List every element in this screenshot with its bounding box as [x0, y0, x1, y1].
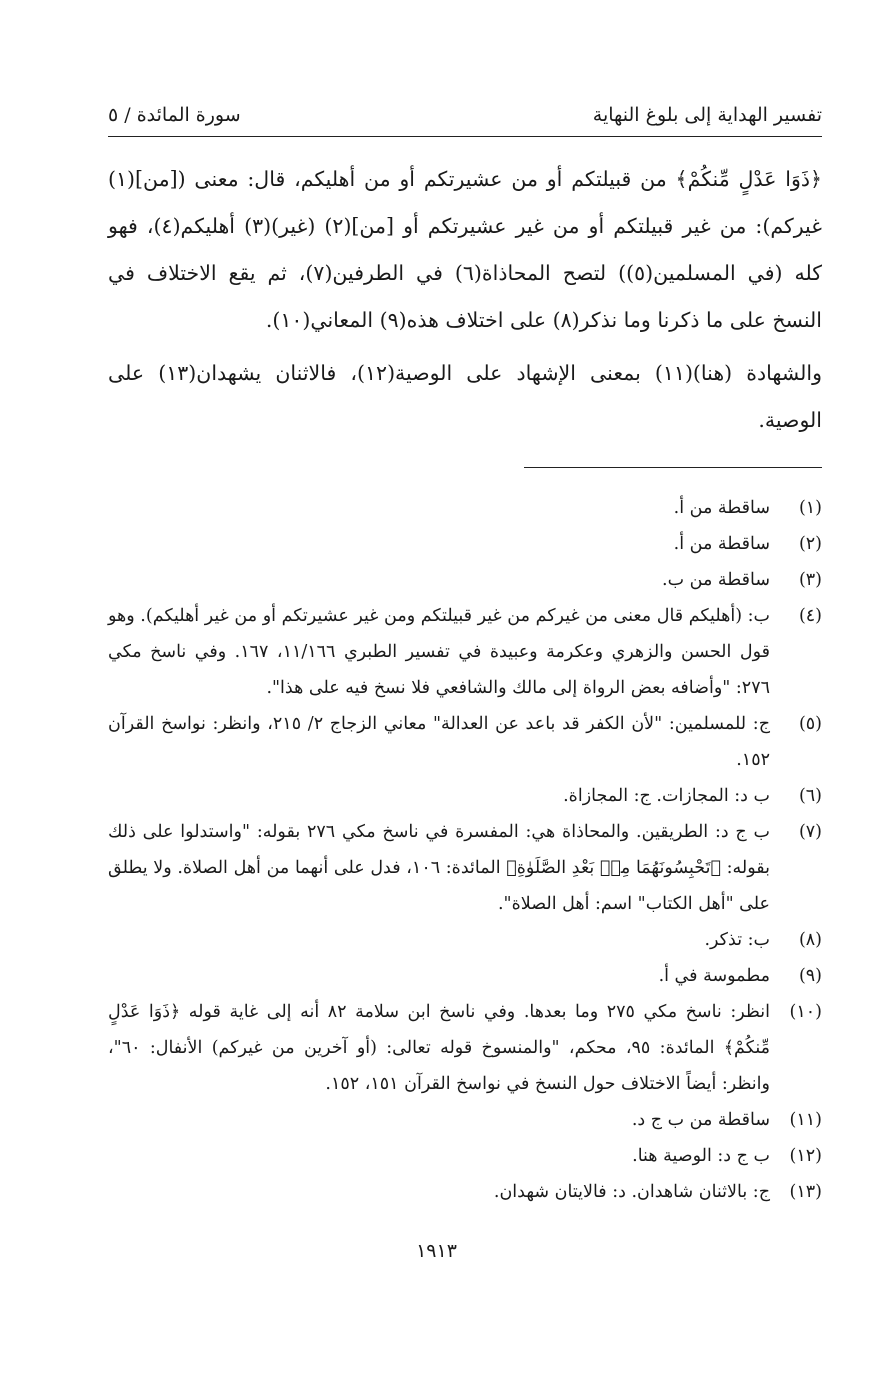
footnote-text: مطموسة في أ. — [658, 966, 770, 986]
footnote-text: ب ج د: الطريقين. والمحاذاة هي: المفسرة في ناسخ مكي ٢٧٦ بقوله: "واستدلوا على ذلك بقوله: ﴿تَحْبِسُونَهُمَا مِنۢ بَعْدِ الصَّلَوٰةِ﴾ المائدة: ١٠٦، فدل على أنهما من أهل الصلاة. ولا يطلق على "أهل الكتاب" اسم: أهل الصلاة". — [108, 822, 771, 914]
page-number: ١٩١٣ — [416, 1240, 457, 1262]
footnote-number: (١٣) — [789, 1182, 822, 1202]
footnote-text: ساقطة من أ. — [673, 498, 770, 518]
footnote-number: (٦) — [798, 786, 822, 806]
main-text — [108, 156, 822, 444]
footnotes-list — [108, 490, 822, 1210]
footnote-text: ج: للمسلمين: "لأن الكفر قد باعد عن العدالة" معاني الزجاج ٢/ ٢١٥، وانظر: نواسخ القرآن ١٥٢. — [108, 714, 771, 770]
footnote — [108, 706, 822, 778]
footnote-number: (٢) — [798, 534, 822, 554]
footnote — [108, 562, 822, 598]
footnote-text: ب د: المجازات. ج: المجازاة. — [563, 786, 770, 806]
footnote-number: (١٢) — [789, 1146, 822, 1166]
footnote-number: (١) — [798, 498, 822, 518]
footnote-text: ساقطة من أ. — [673, 534, 770, 554]
footnote-number: (٣) — [798, 570, 822, 590]
footnote-number: (١١) — [789, 1110, 822, 1130]
footnote — [108, 526, 822, 562]
footnote-text: ساقطة من ب. — [662, 570, 770, 590]
footnote-text: ج: بالاثنان شاهدان. د: فالايتان شهدان. — [493, 1182, 770, 1202]
footnote — [108, 814, 822, 922]
footnote — [108, 490, 822, 526]
footnote-text: ساقطة من ب ج د. — [631, 1110, 770, 1130]
footnote-number: (٥) — [798, 714, 822, 734]
footnote-text: انظر: ناسخ مكي ٢٧٥ وما بعدها. وفي ناسخ ابن سلامة ٨٢ أنه إلى غاية قوله ﴿ذَوَا عَدْلٍ مِّنكُمْ﴾ المائدة: ٩٥، محكم، "والمنسوخ قوله تعالى: (أو آخرين من غيركم) الأنفال: ٦٠"، وانظر: أيضاً الاختلاف حول النسخ في نواسخ القرآن ١٥١، ١٥٢. — [108, 1002, 770, 1094]
footnote — [108, 778, 822, 814]
surah-label: سورة المائدة / ٥ — [108, 104, 241, 126]
footnote — [108, 1174, 822, 1210]
main-paragraph: والشهادة (هنا)(١١) بمعنى الإشهاد على الوصية(١٢)، فالاثنان يشهدان(١٣) على الوصية. — [108, 361, 822, 432]
footnote-number: (٧) — [798, 822, 822, 842]
footnote — [108, 994, 822, 1102]
footnote-number: (٨) — [798, 930, 822, 950]
footnote-number: (٤) — [798, 606, 822, 626]
footnote-text: ب ج د: الوصية هنا. — [632, 1146, 770, 1166]
footnote — [108, 1138, 822, 1174]
footnote-text: ب: (أهليكم قال معنى من غيركم من غير قبيلتكم ومن غير عشيرتكم أو من غير أهليكم). وهو قول الحسن والزهري وعكرمة وعبيدة في تفسير الطبري ١١/١٦٦، ١٦٧. وفي ناسخ مكي ٢٧٦: "وأضافه بعض الرواة إلى مالك والشافعي فلا نسخ فيه على هذا". — [108, 606, 770, 698]
footnote — [108, 1102, 822, 1138]
footnote — [108, 922, 822, 958]
footnote-text: ب: تذكر. — [704, 930, 770, 950]
running-header — [108, 100, 822, 137]
footnote-number: (١٠) — [789, 1002, 822, 1022]
footnote — [108, 958, 822, 994]
main-paragraph: ﴿ذَوَا عَدْلٍ مِّنكُمْ﴾ من قبيلتكم أو من عشيرتكم أو من أهليكم، قال: معنى ([من](١) غيركم): من غير قبيلتكم أو من غير عشيرتكم أو [من](٢) (غير)(٣) أهليكم(٤)، فهو كله (في المسلمين(٥)) لتصح المحاذاة(٦) في الطرفين(٧)، ثم يقع الاختلاف في النسخ على ما ذكرنا وما نذكر(٨) على اختلاف هذه(٩) المعاني(١٠). — [108, 167, 822, 332]
footnote-separator — [524, 467, 822, 468]
footnote — [108, 598, 822, 706]
book-title: تفسير الهداية إلى بلوغ النهاية — [592, 104, 822, 126]
footnote-number: (٩) — [798, 966, 822, 986]
